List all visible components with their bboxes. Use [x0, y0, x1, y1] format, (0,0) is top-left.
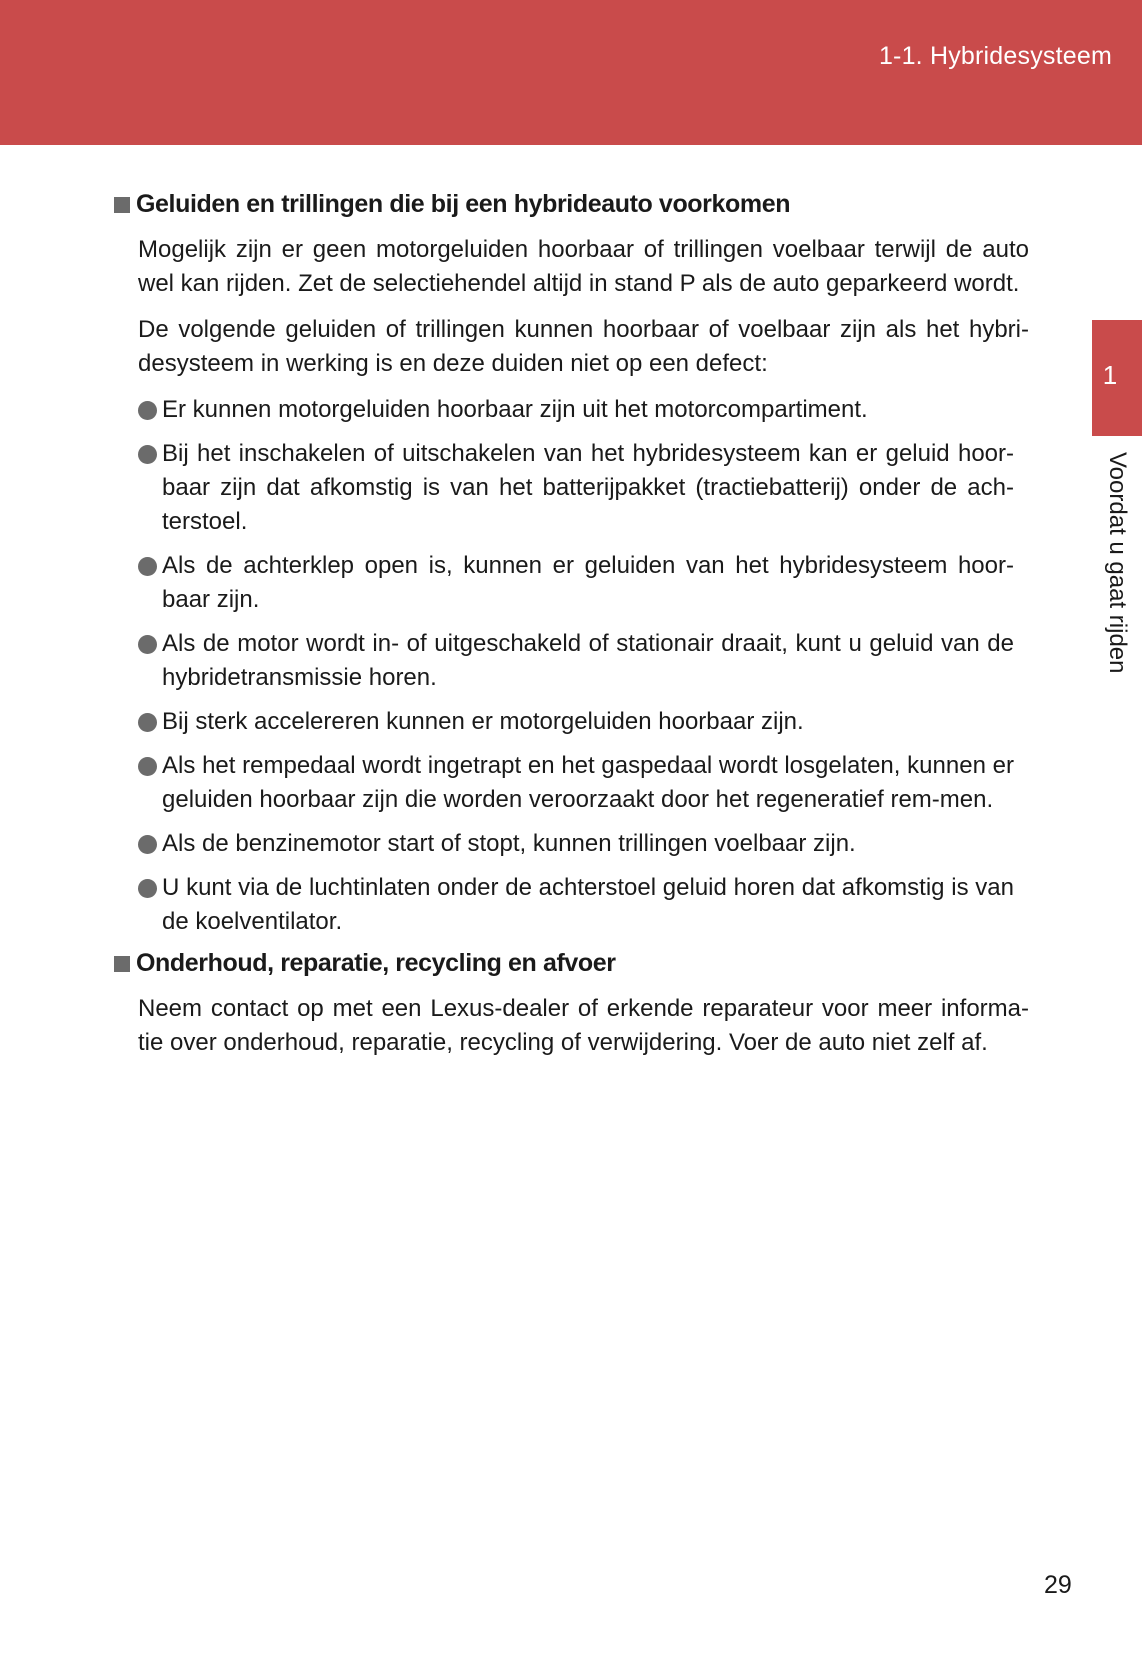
- list-item: [162, 749, 1014, 817]
- section-heading-text: Onderhoud, reparatie, recycling en afvoer: [136, 949, 616, 977]
- list-item-text: Als de benzinemotor start of stopt, kunnen trillingen voelbaar zijn.: [162, 830, 856, 857]
- list-item-text: Als het rempedaal wordt ingetrapt en het gaspedaal wordt losgelaten, kunnen er geluiden hoorbaar zijn die worden veroorzaakt door het regeneratief rem-men.: [162, 752, 1014, 813]
- bullet-dot-icon: [138, 835, 157, 854]
- list-item: [162, 437, 1014, 539]
- bullet-dot-icon: [138, 879, 157, 898]
- list-item-text: Er kunnen motorgeluiden hoorbaar zijn uit het motorcompartiment.: [162, 396, 868, 423]
- paragraph: Mogelijk zijn er geen motorgeluiden hoorbaar of trillingen voelbaar terwijl de auto wel kan rijden. Zet de selectiehendel altijd in stand P als de auto geparkeerd wordt.: [138, 236, 1029, 297]
- section-title: 1-1. Hybridesysteem: [878, 42, 1112, 70]
- bullet-dot-icon: [138, 557, 157, 576]
- list-item: [162, 627, 1014, 695]
- list-item: [162, 549, 1014, 617]
- chapter-number: 1: [1102, 360, 1118, 390]
- square-bullet-icon: [114, 197, 130, 213]
- list-item: [162, 827, 1014, 861]
- list-item-text: Als de motor wordt in- of uitgeschakeld of stationair draait, kunt u geluid van de hybridetransmissie horen.: [162, 630, 1014, 691]
- list-item: [162, 705, 1014, 739]
- section-heading: [114, 949, 1029, 978]
- bullet-dot-icon: [138, 635, 157, 654]
- square-bullet-icon: [114, 956, 130, 972]
- bullet-dot-icon: [138, 445, 157, 464]
- chapter-label: Voordat u gaat rijden: [1104, 452, 1131, 674]
- paragraph: Neem contact op met een Lexus-dealer of erkende reparateur voor meer informa-tie over onderhoud, reparatie, recycling of verwijdering. Voer de auto niet zelf af.: [138, 995, 1029, 1056]
- bullet-dot-icon: [138, 757, 157, 776]
- main-content: [114, 190, 1029, 1072]
- list-item-text: Als de achterklep open is, kunnen er geluiden van het hybridesysteem hoor-baar zijn.: [162, 552, 1014, 613]
- list-item-text: Bij het inschakelen of uitschakelen van het hybridesysteem kan er geluid hoor-baar zijn dat afkomstig is van het batterijpakket (tractiebatterij) onder de ach-terstoel.: [162, 440, 1014, 535]
- header-band: [0, 0, 1142, 145]
- section-heading-text: Geluiden en trillingen die bij een hybrideauto voorkomen: [136, 190, 791, 218]
- section-heading: [114, 190, 1029, 219]
- bullet-dot-icon: [138, 713, 157, 732]
- list-item: [162, 871, 1014, 939]
- bullet-dot-icon: [138, 401, 157, 420]
- list-item: [162, 393, 1014, 427]
- paragraph: De volgende geluiden of trillingen kunnen hoorbaar of voelbaar zijn als het hybri-desysteem in werking is en deze duiden niet op een defect:: [138, 316, 1029, 377]
- list-item-text: U kunt via de luchtinlaten onder de achterstoel geluid horen dat afkomstig is van de koelventilator.: [162, 874, 1014, 935]
- list-item-text: Bij sterk accelereren kunnen er motorgeluiden hoorbaar zijn.: [162, 708, 804, 735]
- page-number: 29: [1044, 1571, 1072, 1599]
